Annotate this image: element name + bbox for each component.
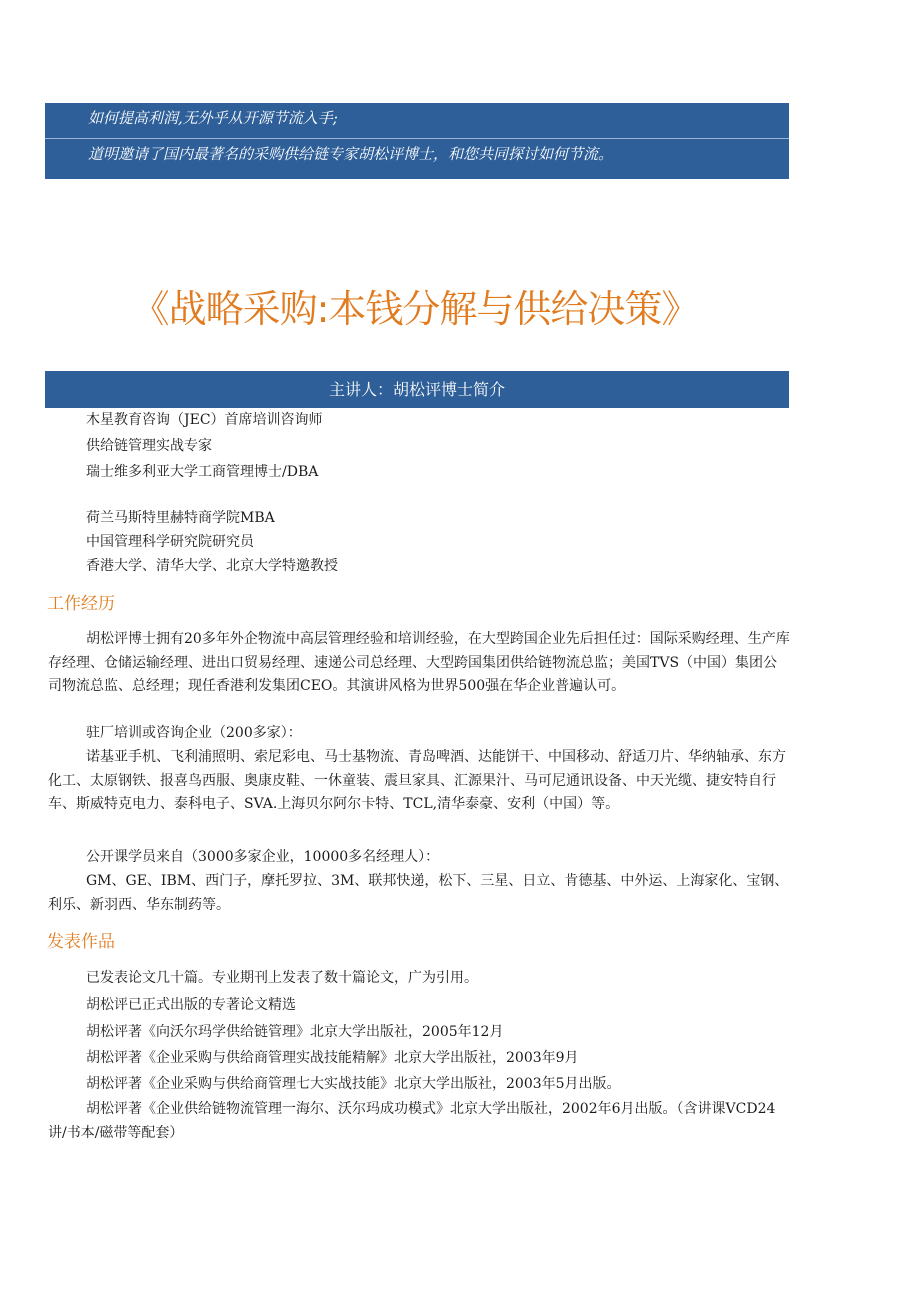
intro-banner xyxy=(45,103,789,179)
work-paragraph: 胡松评博士拥有20多年外企物流中高层管理经验和培训经验，在大型跨国企业先后担任过：国际采购经理、生产库存经理、仓储运输经理、进出口贸易经理、速递公司总经理、大型跨国集团供给链物流总监；美国TVS（中国）集团公司物流总监、总经理；现任香港利发集团CEO。其演讲风格为世界500强在华企业普遍认可。 xyxy=(48,631,790,694)
work-paragraph: 诺基亚手机、飞利浦照明、索尼彩电、马士基物流、青岛啤酒、达能饼干、中国移动、舒适刀片、华纳轴承、东方化工、太原钢铁、报喜鸟西服、奥康皮鞋、一休童装、震旦家具、汇源果汁、马可尼通讯设备、中天光缆、捷安特自行车、斯威特克电力、泰科电子、SVA.上海贝尔阿尔卡特、TCL,清华泰豪、安利（中国）等。 xyxy=(48,749,786,812)
publication-item: 胡松评著《企业采购与供给商管理七大实战技能》北京大学出版社，2003年5月出版。 xyxy=(86,1076,621,1092)
publication-item: 胡松评已正式出版的专著论文精选 xyxy=(86,997,296,1013)
banner-divider xyxy=(45,138,789,139)
banner-line-2: 道明邀请了国内最著名的采购供给链专家胡松评博士，和您共同探讨如何节流。 xyxy=(88,145,614,163)
credential-item: 中国管理科学研究院研究员 xyxy=(86,534,254,550)
credential-item: 木星教育咨询（JEC）首席培训咨询师 xyxy=(86,412,323,428)
banner-line-1: 如何提高利润,无外乎从开源节流入手; xyxy=(88,109,338,127)
publications-heading: 发表作品 xyxy=(47,932,115,952)
credential-item: 供给链管理实战专家 xyxy=(86,438,212,454)
publication-item: 胡松评著《向沃尔玛学供给链管理》北京大学出版社，2005年12月 xyxy=(86,1024,504,1040)
credential-item: 香港大学、清华大学、北京大学特邀教授 xyxy=(86,558,338,574)
work-paragraph: 驻厂培训或咨询企业（200多家）： xyxy=(86,725,302,741)
credential-item: 荷兰马斯特里赫特商学院MBA xyxy=(86,510,275,526)
work-heading: 工作经历 xyxy=(47,594,115,614)
work-paragraph: 公开课学员来自（3000多家企业，10000多名经理人）： xyxy=(86,849,440,865)
speaker-bar: 主讲人：胡松评博士简介 xyxy=(45,371,789,408)
publication-item: 已发表论文几十篇。专业期刊上发表了数十篇论文，广为引用。 xyxy=(86,970,478,986)
publication-item: 胡松评著《企业供给链物流管理一海尔、沃尔玛成功模式》北京大学出版社，2002年6月出版。（含讲课VCD24讲/书本/磁带等配套） xyxy=(48,1101,776,1141)
work-paragraph: GM、GE、IBM、西门子，摩托罗拉、3M、联邦快递，松下、三星、日立、肯德基、中外运、上海家化、宝钢、利乐、新羽西、华东制药等。 xyxy=(48,873,789,913)
course-title: 《战略采购:本钱分解与供给决策》 xyxy=(131,287,699,331)
credential-item: 瑞士维多利亚大学工商管理博士/DBA xyxy=(86,464,319,480)
publication-item: 胡松评著《企业采购与供给商管理实战技能精解》北京大学出版社，2003年9月 xyxy=(86,1050,579,1066)
